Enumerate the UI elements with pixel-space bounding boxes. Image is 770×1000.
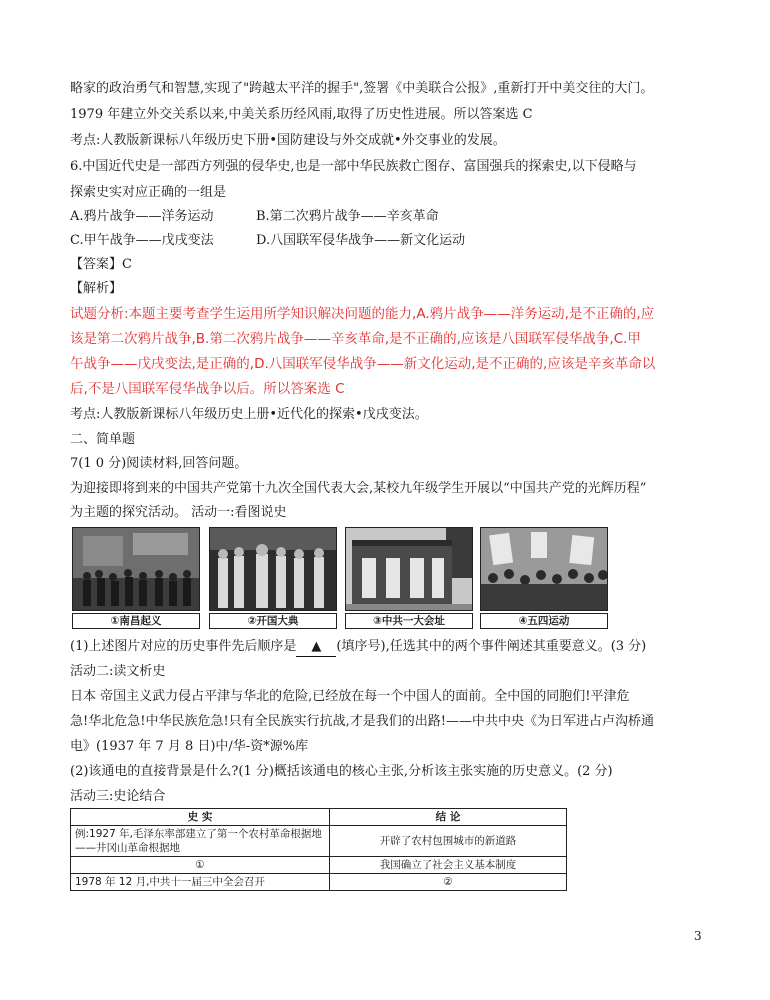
analysis-text: 该是第二次鸦片战争,B.第二次鸦片战争——辛亥革命,是不正确的,应该是八国联军侵华战争,C.甲 <box>70 331 641 347</box>
question-7-1-suffix: (填序号),任选其中的两个事件阐述其重要意义。(3 分) <box>336 639 647 654</box>
option-a: A.鸦片战争——洋务运动 <box>70 209 214 224</box>
page-number: 3 <box>694 929 702 943</box>
kaodian: 考点:人教版新课标八年级历史上册•近代化的探索•戊戌变法。 <box>70 407 428 422</box>
table-cell: ① <box>71 857 330 874</box>
analysis-label: 【解析】 <box>70 281 123 296</box>
history-table <box>70 808 567 891</box>
header-conclusion: 结 论 <box>330 809 567 826</box>
activity-2: 活动二:读文析史 <box>70 664 166 679</box>
photo-nanchang <box>72 527 200 629</box>
option-c: C.甲午战争——戊戌变法 <box>70 233 214 248</box>
analysis-text: 午战争——戊戌变法,是正确的,D.八国联军侵华战争——新文化运动,是不正确的,应该是辛亥革命以 <box>70 356 656 372</box>
photo-founding-ceremony <box>209 527 337 629</box>
question-7-intro: 为迎接即将到来的中国共产党第十九次全国代表大会,某校九年级学生开展以“中国共产党的光辉历程” <box>70 481 647 496</box>
question-6-stem: 6.中国近代史是一部西方列强的侵华史,也是一部中华民族救亡图存、富国强兵的探索史,以下侵略与 <box>70 159 637 174</box>
photo-row <box>72 527 607 629</box>
answer-blank: ▲ <box>296 638 336 657</box>
text-line: 略家的政治勇气和智慧,实现了"跨越太平洋的握手",签署《中美联合公报》,重新打开中美交往的大门。 <box>70 81 654 96</box>
source-text: 急!华北危急!中华民族危急!只有全民族实行抗战,才是我们的出路!——中共中央《为日军进占卢沟桥通 <box>70 714 655 729</box>
photo-caption: ③中共一大会址 <box>345 613 473 629</box>
table-cell: 我国确立了社会主义基本制度 <box>330 857 567 874</box>
question-7-1 <box>70 638 646 657</box>
option-b: B.第二次鸦片战争——辛亥革命 <box>256 209 439 224</box>
table-cell: 1978 年 12 月,中共十一届三中全会召开 <box>71 874 330 891</box>
photo-image <box>72 527 200 611</box>
text-line: 1979 年建立外交关系以来,中美关系历经风雨,取得了历史性进展。所以答案选 C <box>70 107 533 122</box>
activity-3: 活动三:史论结合 <box>70 789 166 804</box>
question-7: 7(1 0 分)阅读材料,回答问题。 <box>70 456 248 471</box>
photo-image <box>209 527 337 611</box>
table-cell: ② <box>330 874 567 891</box>
photo-first-congress-site <box>345 527 473 629</box>
question-7-2: (2)该通电的直接背景是什么?(1 分)概括该通电的核心主张,分析该主张实施的历史意义。(2 分) <box>70 764 613 779</box>
source-text: 日本 帝国主义武力侵占平津与华北的危险,已经放在每一个中国人的面前。全中国的同胞们!平津危 <box>70 689 630 704</box>
source-text: 电》(1937 年 7 月 8 日)中/华-资*源%库 <box>70 739 309 754</box>
photo-may-fourth <box>480 527 608 629</box>
photo-caption: ②开国大典 <box>209 613 337 629</box>
table-cell: 开辟了农村包围城市的新道路 <box>330 826 567 857</box>
section-heading: 二、简单题 <box>70 432 136 447</box>
question-7-1-prefix: (1)上述图片对应的历史事件先后顺序是 <box>70 639 297 654</box>
table-cell: 例:1927 年,毛泽东率部建立了第一个农村革命根据地——井冈山革命根据地 <box>71 826 330 857</box>
photo-caption: ④五四运动 <box>480 613 608 629</box>
header-fact: 史 实 <box>71 809 330 826</box>
analysis-text: 试题分析:本题主要考查学生运用所学知识解决问题的能力,A.鸦片战争——洋务运动,是不正确的,应 <box>70 306 655 322</box>
analysis-text: 后,不是八国联军侵华战争以后。所以答案选 C <box>70 381 345 397</box>
photo-caption: ①南昌起义 <box>72 613 200 629</box>
text-line: 考点:人教版新课标八年级历史下册•国防建设与外交成就•外交事业的发展。 <box>70 133 506 148</box>
answer: 【答案】C <box>70 257 132 272</box>
question-7-intro: 为主题的探究活动。 活动一:看图说史 <box>70 505 287 520</box>
question-6-stem: 探索史实对应正确的一组是 <box>70 185 227 200</box>
photo-image <box>480 527 608 611</box>
photo-image <box>345 527 473 611</box>
option-d: D.八国联军侵华战争——新文化运动 <box>256 233 466 248</box>
